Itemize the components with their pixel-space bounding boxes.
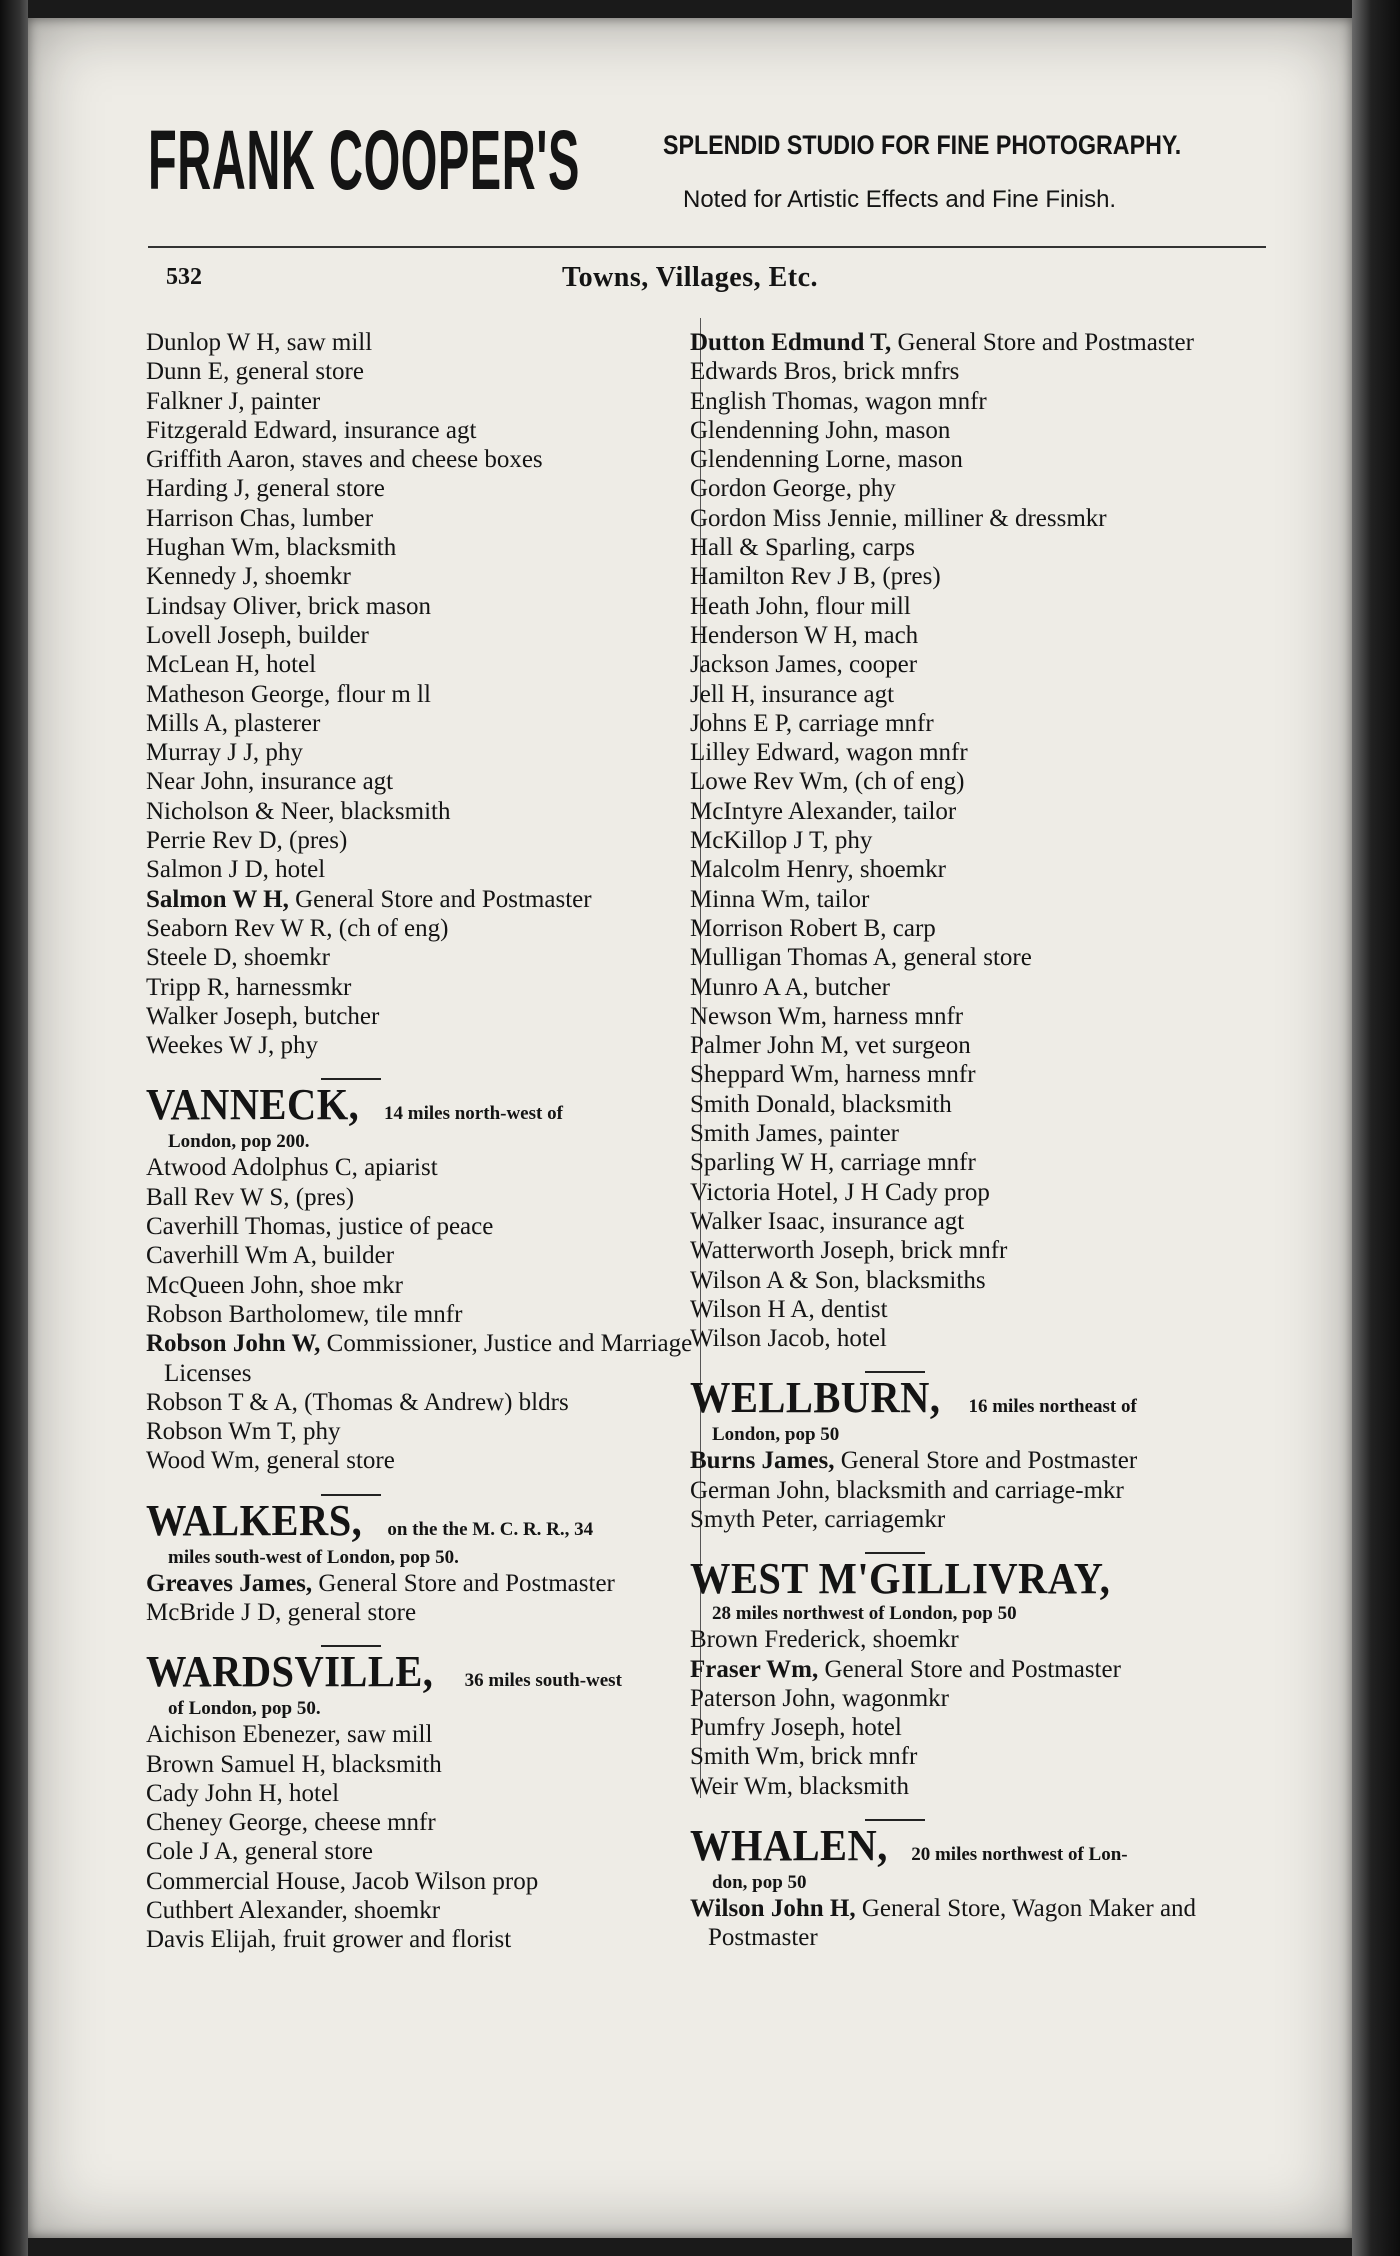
list-item: Perrie Rev D, (pres) — [146, 827, 348, 855]
list-item: Caverhill Thomas, justice of peace — [146, 1213, 494, 1241]
list-item: Ball Rev W S, (pres) — [146, 1183, 355, 1211]
list-item-bold — [146, 1329, 706, 1388]
list-item: Gordon Miss Jennie, milliner & dressmkr — [690, 504, 1107, 532]
list-item: Hughan Wm, blacksmith — [146, 534, 397, 562]
list-item: Hall & Sparling, carps — [690, 534, 915, 562]
list-item: McBride J D, general store — [146, 1598, 417, 1626]
section-description-cont: London, pop 50 — [712, 1424, 840, 1446]
list-item: Pumfry Joseph, hotel — [690, 1714, 902, 1742]
list-item: Jackson James, cooper — [690, 651, 918, 679]
list-item: Glendenning John, mason — [690, 416, 951, 444]
list-item: German John, blacksmith and carriage-mkr — [690, 1476, 1124, 1504]
list-item: Gordon George, phy — [690, 475, 896, 503]
section-wardsville — [146, 1645, 706, 1954]
right-column — [690, 328, 1260, 1953]
list-item: Cady John H, hotel — [146, 1779, 340, 1807]
list-item: Walker Isaac, insurance agt — [690, 1207, 965, 1235]
list-item: Tripp R, harnessmkr — [146, 973, 352, 1001]
section-description: 14 miles north-west of — [384, 1103, 563, 1125]
list-item-bold — [690, 1894, 1260, 1953]
list-item: McKillop J T, phy — [690, 827, 873, 855]
section-wellburn — [690, 1371, 1260, 1534]
advert-tagline: SPLENDID STUDIO FOR FINE PHOTOGRAPHY. — [663, 130, 1182, 160]
list-item: McQueen John, shoe mkr — [146, 1271, 403, 1299]
list-item-bold — [690, 1655, 1260, 1684]
list-item: Heath John, flour mill — [690, 592, 911, 620]
list-item: Caverhill Wm A, builder — [146, 1242, 395, 1270]
list-item: Harrison Chas, lumber — [146, 504, 374, 532]
bold-name: Dutton Edmund T, — [690, 329, 892, 356]
list-item: Davis Elijah, fruit grower and florist — [146, 1926, 512, 1954]
list-item: Sheppard Wm, harness mnfr — [690, 1061, 976, 1089]
list-item: Brown Frederick, shoemkr — [690, 1626, 959, 1654]
entry-rest: General Store and Postmaster — [288, 885, 592, 913]
entry-rest: Commissioner, Justice and Marriage Licenses — [164, 1330, 693, 1387]
list-item: Mulligan Thomas A, general store — [690, 944, 1032, 972]
section-whalen — [690, 1819, 1260, 1953]
list-item: Harding J, general store — [146, 475, 385, 503]
list-item-bold — [690, 1446, 1260, 1475]
list-item: Sparling W H, carriage mnfr — [690, 1149, 976, 1177]
entry-rest: General Store and Postmaster — [834, 1447, 1138, 1475]
list-item-bold — [690, 328, 1260, 357]
bold-name: Burns James, — [690, 1447, 835, 1475]
list-item: Steele D, shoemkr — [146, 944, 330, 972]
list-item: Johns E P, carriage mnfr — [690, 709, 934, 737]
list-item: Robson Wm T, phy — [146, 1418, 341, 1446]
section-west-mgillivray — [690, 1552, 1260, 1801]
list-item: Griffith Aaron, staves and cheese boxes — [146, 446, 543, 474]
section-description: 20 miles northwest of Lon- — [911, 1844, 1128, 1866]
list-item: Robson Bartholomew, tile mnfr — [146, 1300, 463, 1328]
section-walkers — [146, 1494, 706, 1628]
section-title: VANNECK, — [146, 1080, 360, 1130]
list-item: Wilson A & Son, blacksmiths — [690, 1266, 986, 1294]
list-item: Matheson George, flour m ll — [146, 680, 431, 708]
running-head: Towns, Villages, Etc. — [561, 262, 819, 293]
list-item: Edwards Bros, brick mnfrs — [690, 358, 960, 386]
section-title: WARDSVILLE, — [146, 1647, 434, 1697]
list-item: Wilson H A, dentist — [690, 1295, 888, 1323]
section-title: WEST M'GILLIVRAY, — [690, 1554, 1111, 1604]
list-item: Commercial House, Jacob Wilson prop — [146, 1867, 539, 1895]
list-item: Kennedy J, shoemkr — [146, 563, 351, 591]
entry-rest: General Store and Postmaster — [312, 1569, 615, 1597]
section-description-cont: of London, pop 50. — [168, 1698, 321, 1720]
list-item: Lilley Edward, wagon mnfr — [690, 739, 968, 767]
list-item: Aichison Ebenezer, saw mill — [146, 1721, 433, 1749]
scan-edge-left — [0, 0, 28, 2256]
list-item: English Thomas, wagon mnfr — [690, 387, 987, 415]
bold-name: Salmon W H, — [146, 885, 289, 913]
section-description-cont: miles south-west of London, pop 50. — [168, 1546, 459, 1568]
entry-rest: General Store and Postmaster — [818, 1655, 1121, 1683]
section-title: WHALEN, — [690, 1821, 888, 1871]
list-item-bold — [146, 1569, 706, 1598]
left-column — [146, 328, 706, 1955]
list-item: Atwood Adolphus C, apiarist — [146, 1154, 438, 1182]
list-item: Weekes W J, phy — [146, 1032, 319, 1060]
list-item: Minna Wm, tailor — [690, 885, 870, 913]
list-item: Jell H, insurance agt — [690, 680, 895, 708]
list-item: Malcolm Henry, shoemkr — [690, 856, 946, 884]
section-description: 36 miles south-west — [464, 1670, 622, 1692]
section-description-cont: 28 miles northwest of London, pop 50 — [712, 1603, 1017, 1625]
list-item: Near John, insurance agt — [146, 768, 394, 796]
section-description-cont: don, pop 50 — [712, 1872, 807, 1894]
list-item: Cuthbert Alexander, shoemkr — [146, 1897, 441, 1925]
list-item: Cheney George, cheese mnfr — [146, 1809, 436, 1837]
list-item: Murray J J, phy — [146, 739, 303, 767]
directory-page — [28, 18, 1352, 2238]
list-item: Brown Samuel H, blacksmith — [146, 1750, 442, 1778]
list-item: Morrison Robert B, carp — [690, 914, 936, 942]
bold-name: Greaves James, — [146, 1569, 313, 1597]
list-item: Smyth Peter, carriagemkr — [690, 1505, 946, 1533]
list-item: Falkner J, painter — [146, 387, 321, 415]
advert-name: FRANK COOPER'S — [148, 113, 580, 207]
section-description: on the the M. C. R. R., 34 — [387, 1518, 594, 1540]
list-item: Lindsay Oliver, brick mason — [146, 592, 432, 620]
list-item: Wood Wm, general store — [146, 1447, 395, 1475]
section-title: WALKERS, — [146, 1495, 363, 1545]
list-item: Mills A, plasterer — [146, 709, 321, 737]
list-item: Robson T & A, (Thomas & Andrew) bldrs — [146, 1388, 569, 1416]
section-description: 16 miles northeast of — [968, 1396, 1137, 1418]
list-item: McLean H, hotel — [146, 651, 317, 679]
bold-name: Robson John W, — [146, 1330, 321, 1358]
section-description-cont: London, pop 200. — [168, 1131, 310, 1153]
entry-rest: General Store, Wagon Maker and Postmaster — [708, 1895, 1197, 1952]
list-item: Newson Wm, harness mnfr — [690, 1002, 964, 1030]
list-item: Smith James, painter — [690, 1120, 899, 1148]
list-item: Victoria Hotel, J H Cady prop — [690, 1178, 990, 1206]
list-item: Smith Wm, brick mnfr — [690, 1743, 918, 1771]
list-item: Paterson John, wagonmkr — [690, 1684, 949, 1712]
list-item: Dunlop W H, saw mill — [146, 329, 373, 356]
list-item: Walker Joseph, butcher — [146, 1002, 380, 1030]
list-item: Watterworth Joseph, brick mnfr — [690, 1237, 1008, 1265]
list-item: Munro A A, butcher — [690, 973, 890, 1001]
list-item: Palmer John M, vet surgeon — [690, 1032, 971, 1060]
advertisement-header — [148, 113, 1268, 238]
list-item: Dunn E, general store — [146, 358, 364, 386]
list-item: Weir Wm, blacksmith — [690, 1772, 910, 1800]
bold-name: Fraser Wm, — [690, 1655, 819, 1683]
list-item: Wilson Jacob, hotel — [690, 1325, 887, 1353]
header-rule — [148, 246, 1266, 248]
page-number: 532 — [166, 264, 202, 290]
list-item: Hamilton Rev J B, (pres) — [690, 563, 941, 591]
list-item: Cole J A, general store — [146, 1838, 374, 1866]
advert-subtagline: Noted for Artistic Effects and Fine Finish. — [683, 186, 1117, 213]
list-item: Lovell Joseph, builder — [146, 621, 369, 649]
entry-rest: General Store and Postmaster — [891, 329, 1194, 356]
list-item: Lowe Rev Wm, (ch of eng) — [690, 768, 965, 796]
list-item: Fitzgerald Edward, insurance agt — [146, 416, 477, 444]
list-item: Henderson W H, mach — [690, 621, 919, 649]
scan-edge-right — [1352, 0, 1400, 2256]
list-item: Smith Donald, blacksmith — [690, 1090, 952, 1118]
section-title: WELLBURN, — [690, 1373, 941, 1423]
list-item: McIntyre Alexander, tailor — [690, 797, 957, 825]
list-item: Glendenning Lorne, mason — [690, 446, 963, 474]
bold-name: Wilson John H, — [690, 1895, 856, 1923]
list-item: Seaborn Rev W R, (ch of eng) — [146, 914, 449, 942]
list-item: Nicholson & Neer, blacksmith — [146, 797, 451, 825]
list-item-bold — [146, 885, 706, 914]
section-vanneck — [146, 1078, 706, 1475]
list-item: Salmon J D, hotel — [146, 856, 326, 884]
